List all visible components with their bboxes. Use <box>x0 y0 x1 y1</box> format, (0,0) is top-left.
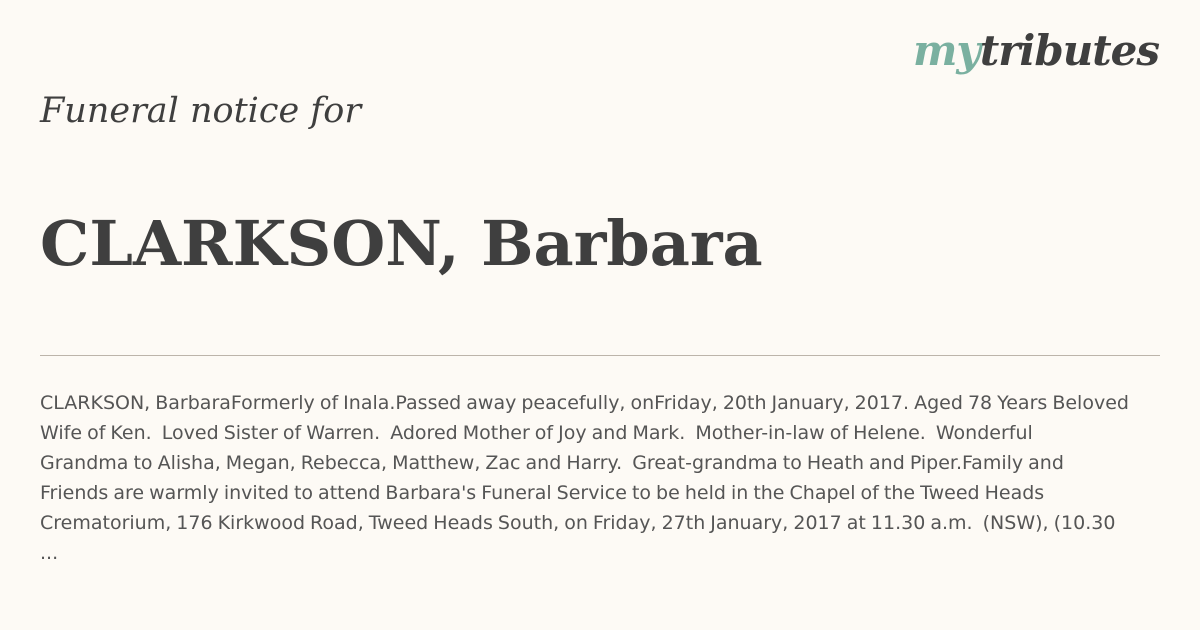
notice-line: Grandma to Alisha, Megan, Rebecca, Matthew, Zac and Harry. Great-grandma to Heath and Piper.Family and <box>40 452 1064 474</box>
notice-line: Crematorium, 176 Kirkwood Road, Tweed Heads South, on Friday, 27th January, 2017 at 11.30 a.m. (NSW), (10.30 <box>40 512 1116 534</box>
mytributes-logo[interactable] <box>912 26 1159 75</box>
notice-kicker: Funeral notice for <box>40 91 362 131</box>
notice-line: Friends are warmly invited to attend Barbara's Funeral Service to be held in the Chapel of the Tweed Heads <box>40 482 1045 504</box>
notice-line: Wife of Ken. Loved Sister of Warren. Adored Mother of Joy and Mark. Mother-in-law of Helene. Wonderful <box>40 422 1033 444</box>
notice-ellipsis: ... <box>40 542 59 564</box>
notice-line: CLARKSON, BarbaraFormerly of Inala.Passed away peacefully, onFriday, 20th January, 2017. Aged 78 Years Beloved <box>40 392 1129 414</box>
logo-tributes: tributes <box>979 26 1159 75</box>
divider <box>40 355 1160 356</box>
logo-my: my <box>912 26 980 75</box>
notice-text <box>40 388 1192 568</box>
deceased-name: CLARKSON, Barbara <box>40 207 763 280</box>
